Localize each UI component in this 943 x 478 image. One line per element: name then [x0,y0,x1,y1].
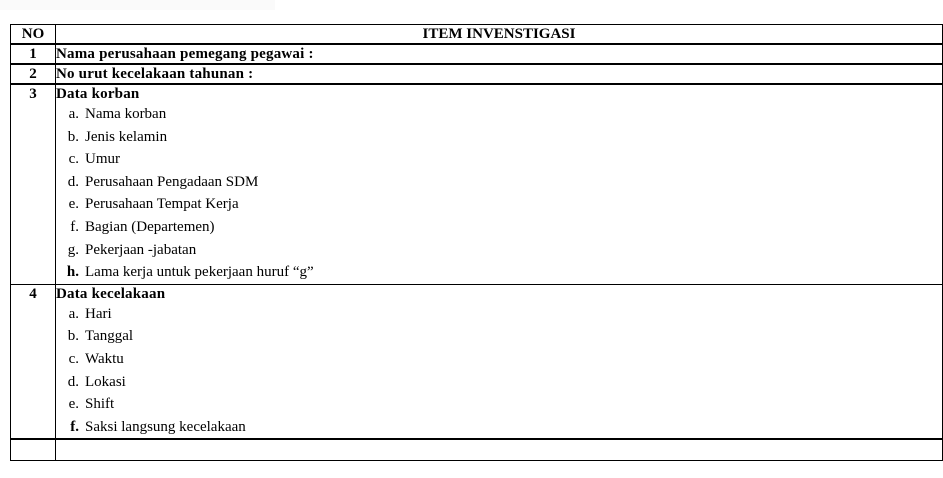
list-text: Waktu [85,350,124,367]
list-text: Nama korban [85,106,167,122]
list-text: Bagian (Departemen) [85,218,215,235]
list-item [56,216,942,239]
list-letter: f. [70,218,79,235]
table-row [11,64,943,84]
list-text: Pekerjaan -jabatan [85,241,197,258]
list-item [56,348,942,371]
sub-list [56,103,942,284]
list-letter: g. [67,241,79,258]
row-heading: No urut kecelakaan tahunan : [56,66,254,82]
list-item [56,126,942,149]
list-text: Umur [85,151,120,168]
investigation-table [10,24,943,461]
row-number: 1 [11,44,56,64]
list-letter: b. [67,128,79,145]
row-number-cutoff [11,439,56,461]
top-strip [0,0,943,10]
list-letter: a. [68,305,79,322]
list-item [56,103,942,126]
row-heading: Data korban [56,86,140,102]
header-row [11,25,943,45]
list-text: Hari [85,305,112,322]
header-item: ITEM INVENSTIGASI [56,25,943,45]
list-item [56,148,942,171]
list-item [56,303,942,326]
header-no: NO [11,25,56,45]
row-content-cutoff [56,439,943,461]
row-heading: Data kecelakaan [56,285,166,302]
list-letter: e. [68,196,79,213]
list-item [56,239,942,262]
list-letter: b. [67,328,79,345]
table-row [11,84,943,284]
row-content [56,284,943,439]
list-letter: a. [68,106,79,122]
list-item [56,416,942,439]
list-letter: h. [66,264,79,281]
row-title [56,64,943,84]
list-text: Tanggal [85,328,134,345]
list-text: Perusahaan Pengadaan SDM [85,173,259,190]
list-letter: c. [68,350,79,367]
table-row [11,284,943,439]
list-letter: e. [68,396,79,413]
list-item [56,325,942,348]
list-letter: f. [70,418,79,435]
list-letter: d. [67,173,79,190]
list-item [56,193,942,216]
list-text: Lokasi [85,373,126,390]
sub-list [56,303,942,439]
row-content [56,84,943,284]
row-number: 2 [11,64,56,84]
list-text: Jenis kelamin [85,128,168,145]
row-number: 4 [11,284,56,439]
list-text: Perusahaan Tempat Kerja [85,196,239,213]
list-letter: c. [68,151,79,168]
list-text: Saksi langsung kecelakaan [85,418,246,435]
row-title [56,44,943,64]
table-row [11,44,943,64]
list-item [56,171,942,194]
list-item [56,261,942,284]
list-text: Shift [85,396,115,413]
table-row-cutoff [11,439,943,461]
list-letter: d. [67,373,79,390]
row-heading: Nama perusahaan pemegang pegawai : [56,46,314,62]
list-text: Lama kerja untuk pekerjaan huruf “g” [85,264,314,281]
list-item [56,393,942,416]
list-item [56,371,942,394]
row-number: 3 [11,84,56,284]
